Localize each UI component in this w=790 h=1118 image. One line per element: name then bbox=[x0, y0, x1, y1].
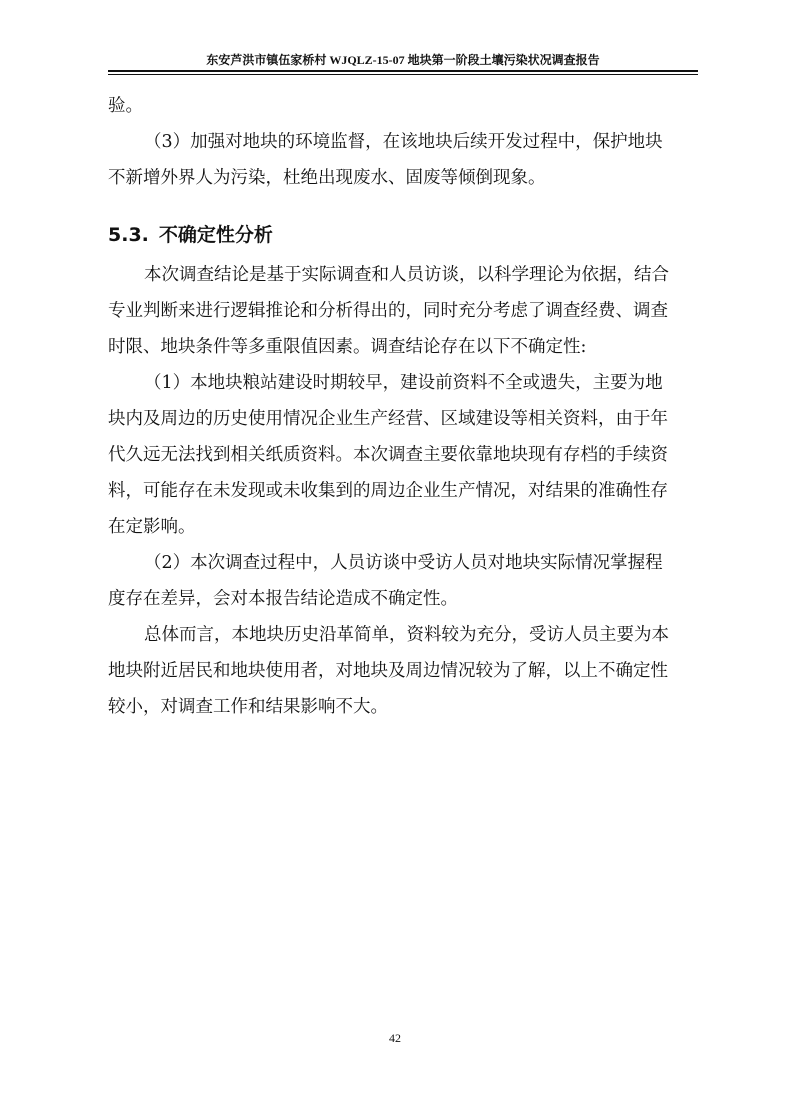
text-line: 度存在差异，会对本报告结论造成不确定性。 bbox=[108, 589, 458, 609]
page-header: 东安芦洪市镇伍家桥村 WJQLZ-15-07 地块第一阶段土壤污染状况调查报告 bbox=[206, 53, 600, 67]
text-line: 代久远无法找到相关纸质资料。本次调查主要依靠地块现有存档的手续资 bbox=[108, 445, 668, 465]
text-line: （1）本地块粮站建设时期较早，建设前资料不全或遗失，主要为地 bbox=[144, 373, 663, 393]
section-heading bbox=[108, 220, 273, 250]
text-line: （3）加强对地块的环境监督，在该地块后续开发过程中，保护地块 bbox=[144, 132, 663, 152]
text-line: 在定影响。 bbox=[108, 517, 196, 537]
text-line: 总体而言，本地块历史沿革简单，资料较为充分，受访人员主要为本 bbox=[144, 625, 669, 645]
text-line: 料，可能存在未发现或未收集到的周边企业生产情况，对结果的准确性存 bbox=[108, 481, 668, 501]
text-line: （2）本次调查过程中，人员访谈中受访人员对地块实际情况掌握程 bbox=[144, 553, 663, 573]
text-line: 时限、地块条件等多重限值因素。调查结论存在以下不确定性: bbox=[108, 337, 587, 357]
text-line: 不新增外界人为污染，杜绝出现废水、固废等倾倒现象。 bbox=[108, 168, 546, 188]
text-line: 块内及周边的历史使用情况企业生产经营、区域建设等相关资料，由于年 bbox=[108, 409, 668, 429]
section-title: 不确定性分析 bbox=[158, 224, 273, 246]
header-rule-thin bbox=[108, 74, 698, 75]
text-line: 本次调查结论是基于实际调查和人员访谈，以科学理论为依据，结合 bbox=[144, 265, 669, 285]
text-line: 专业判断来进行逻辑推论和分析得出的，同时充分考虑了调查经费、调查 bbox=[108, 301, 668, 321]
text-line: 较小，对调查工作和结果影响不大。 bbox=[108, 697, 388, 717]
text-line: 地块附近居民和地块使用者，对地块及周边情况较为了解，以上不确定性 bbox=[108, 661, 668, 681]
header-rule-thick bbox=[108, 70, 698, 72]
main-text-block bbox=[108, 257, 698, 725]
text-line: 验。 bbox=[108, 96, 143, 116]
page-number: 42 bbox=[389, 1031, 401, 1045]
section-number: 5.3. bbox=[108, 224, 149, 246]
top-text-block bbox=[108, 88, 698, 196]
